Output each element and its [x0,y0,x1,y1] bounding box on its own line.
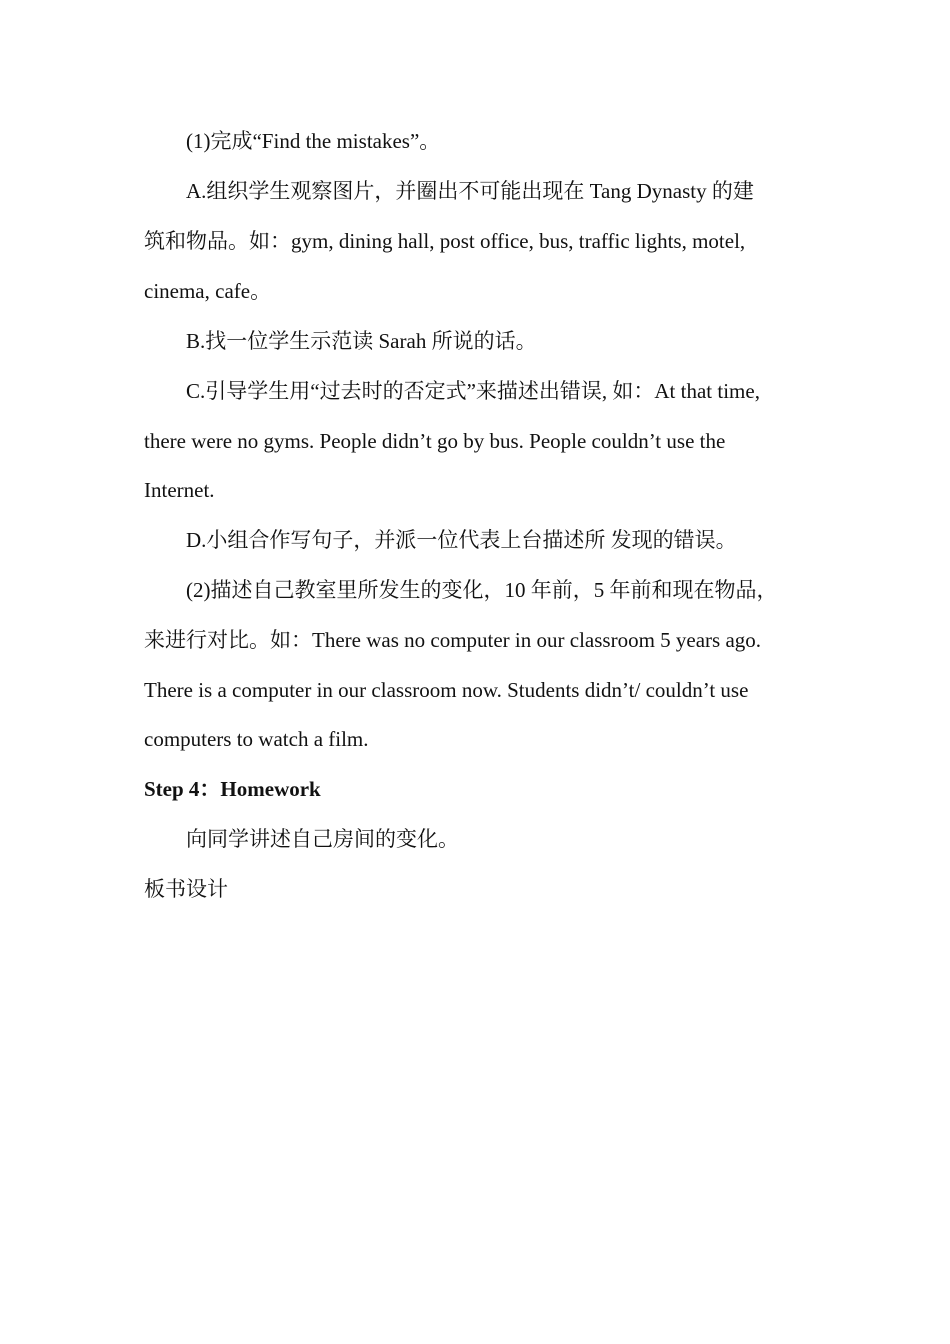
step-c-line-3: Internet. [144,478,215,502]
step-a-line-1: A.组织学生观察图片，并圈出不可能出现在 Tang Dynasty 的建 [186,179,754,203]
step-d-line: D.小组合作写句子，并派一位代表上台描述所 发现的错误。 [186,528,737,552]
classroom-changes-line-2: 来进行对比。如：There was no computer in our classroom 5 years ago. [144,628,762,652]
find-mistakes-heading: (1)完成“Find the mistakes”。 [186,129,441,153]
step-4-heading: Step 4：Homework [144,777,321,801]
step-a-line-3: cinema, cafe。 [144,279,272,303]
homework-line: 向同学讲述自己房间的变化。 [186,827,459,851]
board-design-heading: 板书设计 [144,877,228,901]
step-b-line: B.找一位学生示范读 Sarah 所说的话。 [186,329,537,353]
classroom-changes-line-4: computers to watch a film. [144,727,369,751]
step-a-line-2: 筑和物品。如：gym, dining hall, post office, bus, traffic lights, motel, [144,229,746,253]
step-c-line-2: there were no gyms. People didn’t go by bus. People couldn’t use the [144,429,726,453]
classroom-changes-line-1: (2)描述自己教室里所发生的变化，10 年前，5 年前和现在物品， [186,578,778,602]
classroom-changes-line-3: There is a computer in our classroom now. Students didn’t/ couldn’t use [144,678,749,702]
step-c-line-1: C.引导学生用“过去时的否定式”来描述出错误, 如：At that time, [186,379,760,403]
